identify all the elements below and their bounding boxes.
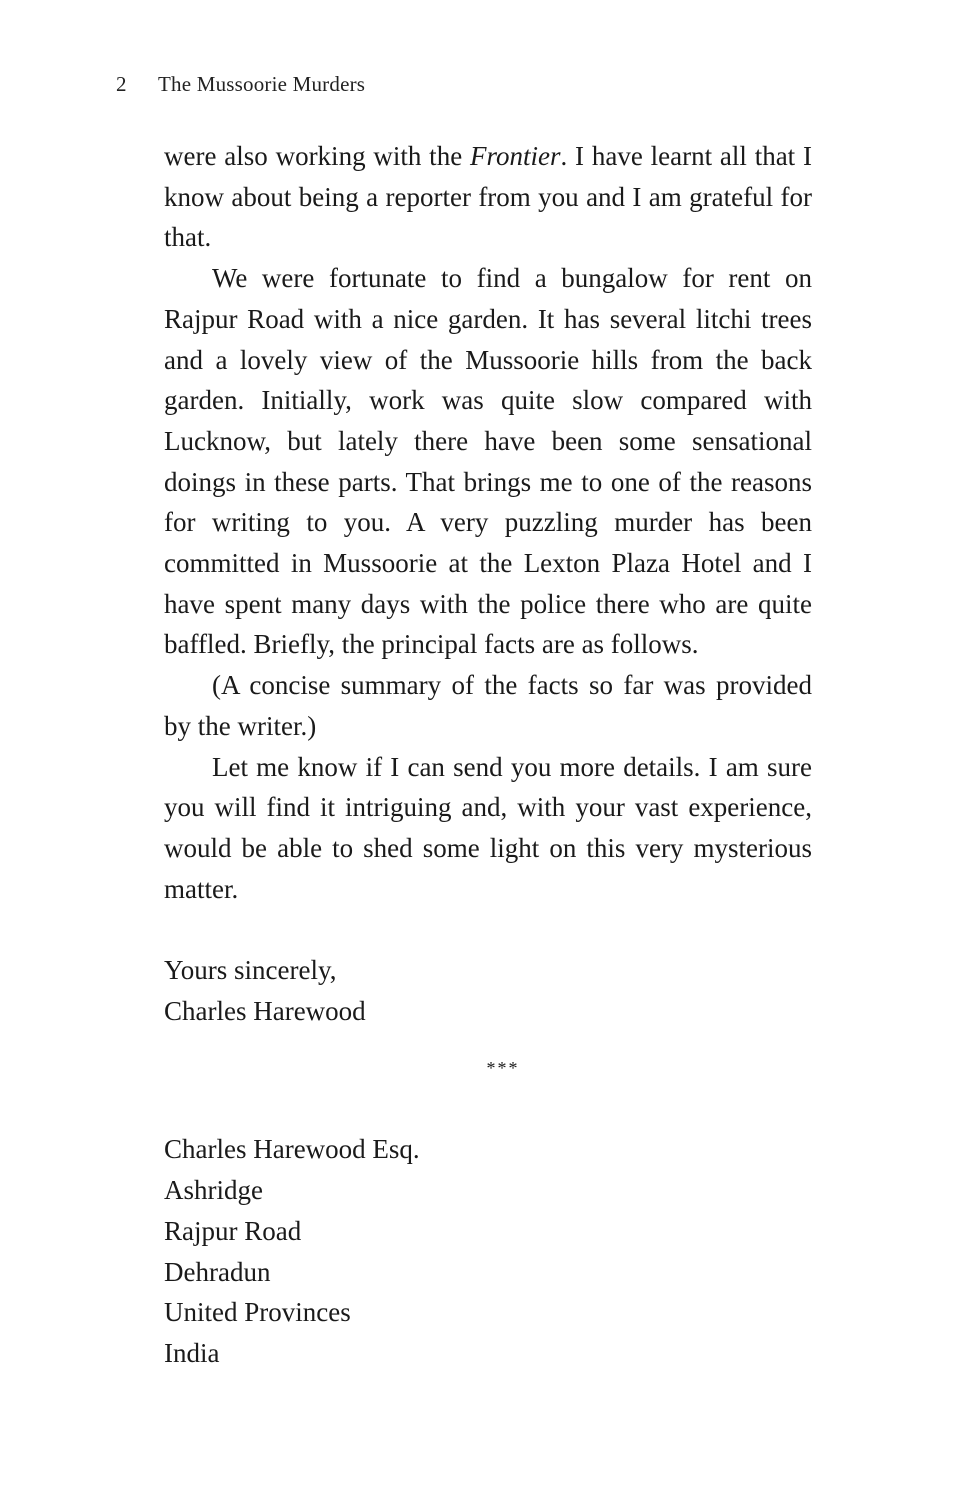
- address-line: Rajpur Road: [164, 1215, 302, 1246]
- address-line: Dehradun: [164, 1256, 271, 1287]
- paragraph-text: were also working with the: [164, 141, 470, 171]
- letter-paragraph-4: Let me know if I can send you more details. I am sure you will find it intriguing and, with your vast experience, would be able to shed some light on this very mysterious matter.: [164, 751, 812, 904]
- page-body: [164, 136, 812, 1374]
- address-block: [164, 1129, 812, 1373]
- book-title: The Mussoorie Murders: [158, 72, 366, 96]
- letter-paragraph-1: [164, 136, 812, 258]
- address-line: United Provinces: [164, 1297, 351, 1328]
- section-break: ***: [486, 1058, 520, 1079]
- page-number: 2: [116, 72, 127, 96]
- letter-paragraph-2: We were fortunate to find a bungalow for rent on Rajpur Road with a nice garden. It has several litchi trees and a lovely view of the Mussoorie hills from the back garden. Initially, work was quite slow compared with Lucknow, but lately there have been some sensational doings in these parts. That brings me to one of the reasons for writing to you. A very puzzling murder has been committed in Mussoorie at the Lexton Plaza Hotel and I have spent many days with the police there who are quite baffled. Briefly, the principal facts are as follows.: [164, 263, 812, 660]
- address-line: India: [164, 1337, 220, 1368]
- letter-paragraph-3: (A concise summary of the facts so far was provided by the writer.): [164, 670, 812, 741]
- letter-closing: [164, 950, 812, 1031]
- signature: Charles Harewood: [164, 995, 366, 1026]
- address-line: Charles Harewood Esq.: [164, 1134, 420, 1165]
- publication-name: Frontier: [469, 141, 561, 171]
- address-line: Ashridge: [164, 1175, 263, 1206]
- valediction: Yours sincerely,: [164, 955, 337, 986]
- paragraph-text: . I have learnt all that I know about being a reporter from you and I am grateful for that.: [164, 141, 812, 253]
- running-head: [116, 72, 365, 97]
